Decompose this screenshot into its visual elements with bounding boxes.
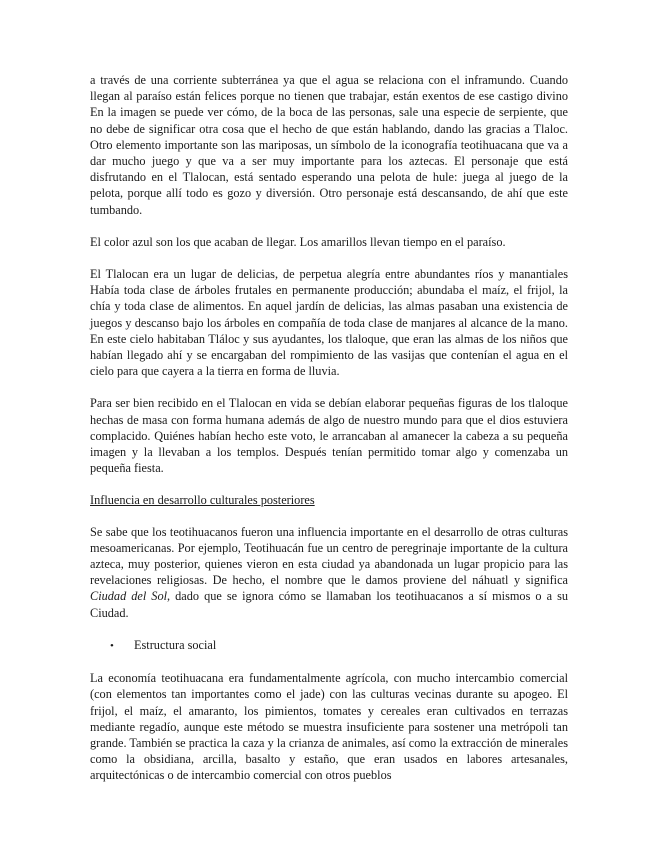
paragraph-colors: El color azul son los que acaban de llegar. Los amarillos llevan tiempo en el paraíso. bbox=[90, 234, 506, 249]
document-page bbox=[90, 72, 568, 800]
paragraph-tlalocan-description: El Tlalocan era un lugar de delicias, de perpetua alegría entre abundantes ríos y manantiales Había toda clase de árboles frutales en permanente producción; abundaba el maíz, el frijol, la chía y toda clase de alimentos. En aquel jardín de delicias, las almas pasaban una existencia de juegos y descanso bajo los árboles en compañía de toda clase de manjares al alcance de la mano. En este cielo habitaban Tláloc y sus ayudantes, los tlaloque, que eran las almas de los niños que habían llegado ahí y se encargaban del rompimiento de las vasijas que contenían el agua en el cielo para que cayera a la tierra en forma de lluvia. bbox=[90, 267, 568, 379]
bullet-icon: • bbox=[110, 639, 114, 652]
ciudad-del-sol-italic: Ciudad del Sol bbox=[90, 589, 168, 604]
influence-text-end: , dado que se ignora cómo se llamaban los teotihuacanos a sí mismos o a su Ciudad. bbox=[90, 589, 568, 620]
paragraph-economy: La economía teotihuacana era fundamentalmente agrícola, con mucho intercambio comercial (con elementos tan importantes como el jade) con las culturas vecinas durante su apogeo. El frijol, el maíz, el amaranto, los pimientos, tomates y cereales eran cultivados en terrazas mediante regadío, aunque este método se muestra insuficiente para sostener una metrópoli tan grande. También se practica la caza y la crianza de animales, así como la extracción de minerales como la obsidiana, arcilla, basalto y estaño, que eran usados en labores artesanales, arquitectónicas o de intercambio comercial con otros pueblos bbox=[90, 671, 568, 783]
paragraph-influence bbox=[90, 524, 568, 621]
influence-text-start: Se sabe que los teotihuacanos fueron una influencia importante en el desarrollo de otras culturas mesoamericanas. Por ejemplo, Teotihuacán fue un centro de peregrinaje importante de la cultura azteca, muy posterior, quienes vieron en esta ciudad ya abandonada un lugar propicio para las revelaciones religiosas. De hecho, el nombre que le damos proviene del náhuatl y significa bbox=[90, 524, 568, 588]
paragraph-tlalocan-scene: a través de una corriente subterránea ya que el agua se relaciona con el inframundo. Cuando llegan al paraíso están felices porque no tienen que trabajar, están exentos de ese castigo divino En la imagen se puede ver cómo, de la boca de las personas, sale una especie de serpiente, que no debe de significar otra cosa que el hecho de que están hablando, dando las gracias a Tlaloc. Otro elemento importante son las mariposas, un símbolo de la iconografía teotihuacana que va a dar mucho juego y que va a ser muy importante para los aztecas. El personaje que está disfrutando en el Tlalocan, está sentado esperando una pelota de hule: juega al juego de la pelota, porque allí todo es gozo y diversión. Otro personaje está descansando, de ahí que este tumbando. bbox=[90, 73, 568, 217]
paragraph-offerings: Para ser bien recibido en el Tlalocan en vida se debían elaborar pequeñas figuras de los tlaloque hechas de masa con forma humana además de algo de nuestro mundo para que el dios estuviera complacido. Quiénes habían hecho este voto, le arrancaban al amanecer la cabeza a su pequeña imagen y la llevaban a los templos. Después tenían permitido tomar algo y comenzaba un pequeña fiesta. bbox=[90, 396, 568, 476]
bullet-item bbox=[90, 637, 568, 654]
section-heading: Influencia en desarrollo culturales posteriores bbox=[90, 493, 315, 508]
bullet-label: Estructura social bbox=[134, 637, 217, 652]
